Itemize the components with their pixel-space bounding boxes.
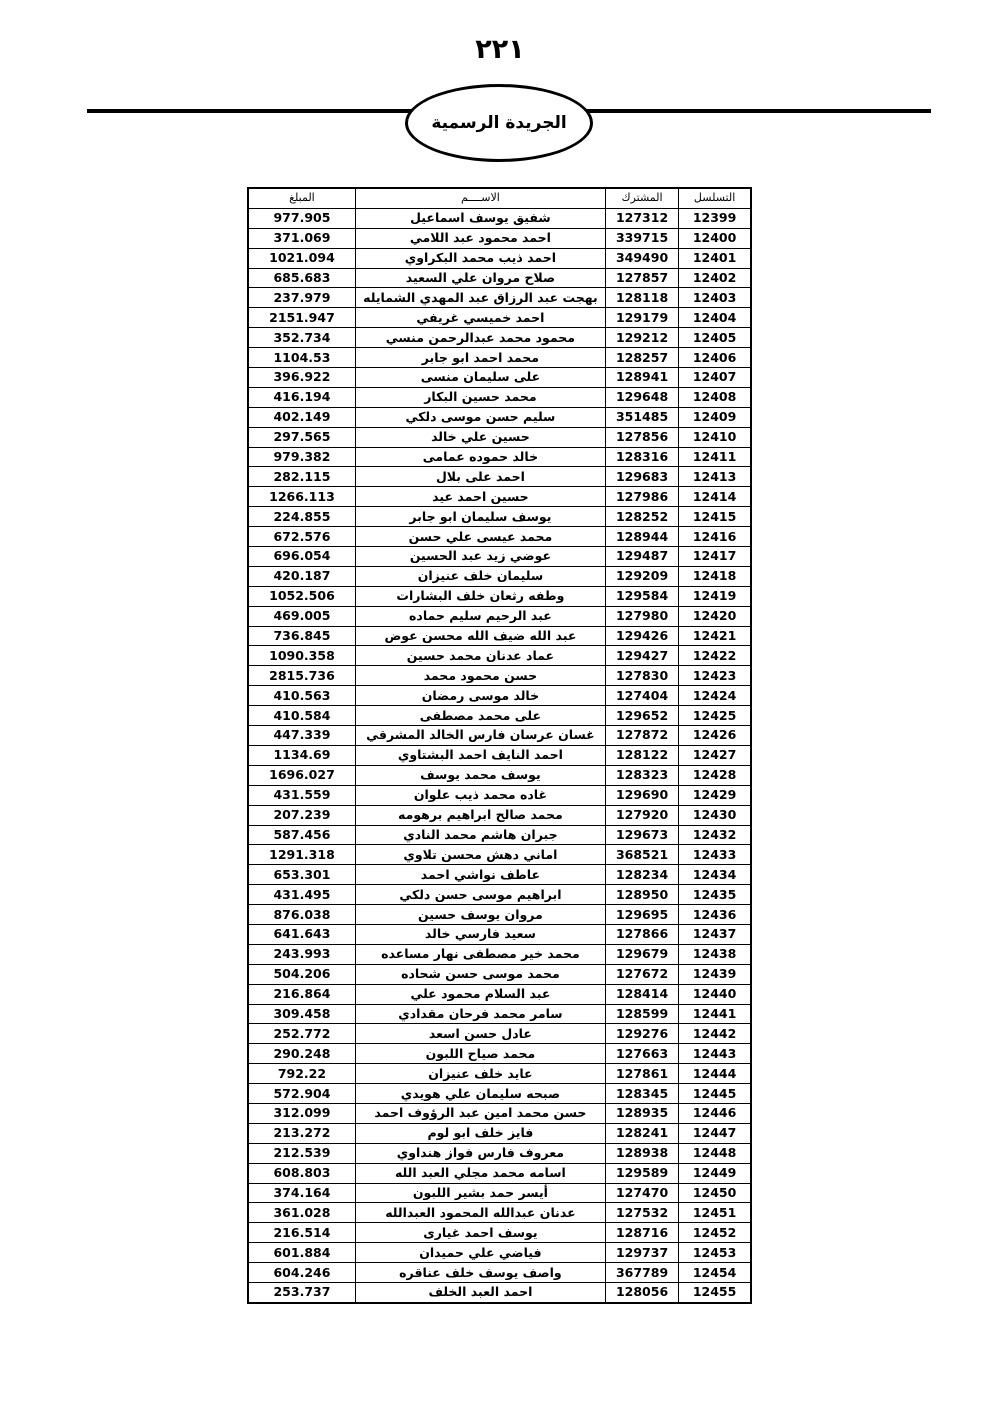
table-row	[248, 646, 751, 666]
cell-serial: 12455	[679, 1282, 751, 1302]
cell-name: حسن محمود محمد	[355, 666, 605, 686]
cell-serial: 12449	[679, 1163, 751, 1183]
cell-name: يوسف سليمان ابو جابر	[355, 507, 605, 527]
table-row	[248, 547, 751, 567]
cell-serial: 12446	[679, 1103, 751, 1123]
cell-subscriber: 128316	[605, 447, 678, 467]
cell-serial: 12428	[679, 765, 751, 785]
cell-subscriber: 339715	[605, 228, 678, 248]
table-row	[248, 984, 751, 1004]
cell-name: أيسر حمد بشير اللبون	[355, 1183, 605, 1203]
cell-serial: 12450	[679, 1183, 751, 1203]
subscriber-table	[247, 187, 752, 1304]
table-row	[248, 228, 751, 248]
cell-subscriber: 128950	[605, 885, 678, 905]
cell-serial: 12417	[679, 547, 751, 567]
table-row	[248, 1143, 751, 1163]
cell-serial: 12451	[679, 1203, 751, 1223]
cell-subscriber: 128122	[605, 745, 678, 765]
cell-subscriber: 127663	[605, 1044, 678, 1064]
cell-amount: 979.382	[248, 447, 355, 467]
cell-amount: 736.845	[248, 626, 355, 646]
cell-amount: 469.005	[248, 606, 355, 626]
table-row	[248, 566, 751, 586]
table-row	[248, 626, 751, 646]
cell-name: عبد السلام محمود علي	[355, 984, 605, 1004]
cell-name: فايز خلف ابو لوم	[355, 1123, 605, 1143]
cell-subscriber: 128935	[605, 1103, 678, 1123]
cell-amount: 420.187	[248, 566, 355, 586]
table-row	[248, 467, 751, 487]
table-row	[248, 387, 751, 407]
cell-amount: 216.514	[248, 1223, 355, 1243]
cell-amount: 396.922	[248, 368, 355, 388]
cell-serial: 12437	[679, 924, 751, 944]
table-body	[248, 208, 751, 1302]
cell-amount: 312.099	[248, 1103, 355, 1123]
cell-name: حسين احمد عيد	[355, 487, 605, 507]
cell-name: على سليمان منسى	[355, 368, 605, 388]
cell-amount: 447.339	[248, 726, 355, 746]
table-header-row	[248, 188, 751, 208]
cell-subscriber: 128345	[605, 1084, 678, 1104]
cell-subscriber: 129648	[605, 387, 678, 407]
cell-amount: 374.164	[248, 1183, 355, 1203]
cell-serial: 12409	[679, 407, 751, 427]
cell-subscriber: 129426	[605, 626, 678, 646]
table-row	[248, 885, 751, 905]
cell-amount: 431.495	[248, 885, 355, 905]
cell-serial: 12419	[679, 586, 751, 606]
cell-subscriber: 128241	[605, 1123, 678, 1143]
table-row	[248, 308, 751, 328]
cell-serial: 12435	[679, 885, 751, 905]
cell-amount: 224.855	[248, 507, 355, 527]
cell-serial: 12413	[679, 467, 751, 487]
cell-amount: 641.643	[248, 924, 355, 944]
cell-amount: 1090.358	[248, 646, 355, 666]
cell-amount: 213.272	[248, 1123, 355, 1143]
table-row	[248, 1203, 751, 1223]
cell-subscriber: 129737	[605, 1243, 678, 1263]
cell-serial: 12402	[679, 268, 751, 288]
cell-subscriber: 129652	[605, 706, 678, 726]
cell-amount: 604.246	[248, 1263, 355, 1283]
cell-serial: 12408	[679, 387, 751, 407]
cell-serial: 12440	[679, 984, 751, 1004]
cell-name: حسين علي خالد	[355, 427, 605, 447]
cell-name: سليم حسن موسى دلكي	[355, 407, 605, 427]
cell-subscriber: 127920	[605, 805, 678, 825]
table-row	[248, 666, 751, 686]
cell-name: احمد محمود عبد اللامي	[355, 228, 605, 248]
table-row	[248, 447, 751, 467]
cell-serial: 12447	[679, 1123, 751, 1143]
cell-name: عدنان عبدالله المحمود العبدالله	[355, 1203, 605, 1223]
cell-name: عادل حسن اسعد	[355, 1024, 605, 1044]
cell-serial: 12416	[679, 527, 751, 547]
cell-amount: 1266.113	[248, 487, 355, 507]
cell-subscriber: 127312	[605, 208, 678, 228]
table-row	[248, 268, 751, 288]
cell-subscriber: 129584	[605, 586, 678, 606]
cell-name: يوسف محمد يوسف	[355, 765, 605, 785]
table-row	[248, 328, 751, 348]
cell-serial: 12444	[679, 1064, 751, 1084]
cell-name: محمد موسى حسن شحاده	[355, 964, 605, 984]
cell-subscriber: 351485	[605, 407, 678, 427]
cell-amount: 352.734	[248, 328, 355, 348]
cell-subscriber: 129589	[605, 1163, 678, 1183]
cell-amount: 696.054	[248, 547, 355, 567]
cell-subscriber: 128323	[605, 765, 678, 785]
cell-name: محمود محمد عبدالرحمن منسي	[355, 328, 605, 348]
table-row	[248, 1084, 751, 1104]
cell-name: فياضي علي حميدان	[355, 1243, 605, 1263]
cell-name: بهجت عبد الرزاق عبد المهدي الشمايله	[355, 288, 605, 308]
table-row	[248, 348, 751, 368]
cell-name: معروف فارس فواز هنداوي	[355, 1143, 605, 1163]
cell-amount: 361.028	[248, 1203, 355, 1223]
table-row	[248, 507, 751, 527]
cell-subscriber: 127861	[605, 1064, 678, 1084]
cell-amount: 653.301	[248, 865, 355, 885]
cell-name: على محمد مصطفى	[355, 706, 605, 726]
cell-amount: 572.904	[248, 1084, 355, 1104]
cell-name: احمد النايف احمد البشتاوي	[355, 745, 605, 765]
cell-serial: 12400	[679, 228, 751, 248]
cell-amount: 309.458	[248, 1004, 355, 1024]
masthead-oval	[405, 84, 593, 162]
cell-name: يوسف احمد غيارى	[355, 1223, 605, 1243]
table-row	[248, 1263, 751, 1283]
cell-name: شفيق يوسف اسماعيل	[355, 208, 605, 228]
cell-amount: 608.803	[248, 1163, 355, 1183]
cell-serial: 12429	[679, 785, 751, 805]
cell-amount: 977.905	[248, 208, 355, 228]
cell-serial: 12405	[679, 328, 751, 348]
cell-subscriber: 128056	[605, 1282, 678, 1302]
table-row	[248, 825, 751, 845]
cell-amount: 672.576	[248, 527, 355, 547]
cell-name: عبد الرحيم سليم حماده	[355, 606, 605, 626]
cell-serial: 12453	[679, 1243, 751, 1263]
cell-name: عاطف نواشي احمد	[355, 865, 605, 885]
table-row	[248, 1103, 751, 1123]
cell-name: احمد العبد الخلف	[355, 1282, 605, 1302]
cell-serial: 12411	[679, 447, 751, 467]
cell-subscriber: 129179	[605, 308, 678, 328]
table-row	[248, 1004, 751, 1024]
cell-amount: 1134.69	[248, 745, 355, 765]
cell-amount: 282.115	[248, 467, 355, 487]
cell-subscriber: 127830	[605, 666, 678, 686]
table-row	[248, 964, 751, 984]
cell-serial: 12439	[679, 964, 751, 984]
cell-name: اماني دهش محسن تلاوي	[355, 845, 605, 865]
cell-subscriber: 127866	[605, 924, 678, 944]
cell-name: محمد صالح ابراهيم برهومه	[355, 805, 605, 825]
cell-amount: 1696.027	[248, 765, 355, 785]
cell-subscriber: 129209	[605, 566, 678, 586]
cell-name: صلاح مروان علي السعيد	[355, 268, 605, 288]
table-row	[248, 765, 751, 785]
cell-serial: 12436	[679, 905, 751, 925]
cell-name: غسان عرسان فارس الخالد المشرقي	[355, 726, 605, 746]
table-row	[248, 1044, 751, 1064]
table-row	[248, 726, 751, 746]
cell-serial: 12442	[679, 1024, 751, 1044]
cell-name: احمد ذيب محمد البكراوي	[355, 248, 605, 268]
cell-subscriber: 128234	[605, 865, 678, 885]
cell-name: حسن محمد امين عبد الرؤوف احمد	[355, 1103, 605, 1123]
cell-serial: 12433	[679, 845, 751, 865]
cell-name: غاده محمد ذيب علوان	[355, 785, 605, 805]
cell-serial: 12410	[679, 427, 751, 447]
cell-serial: 12404	[679, 308, 751, 328]
cell-name: وطفه رثعان خلف البشارات	[355, 586, 605, 606]
table-row	[248, 1243, 751, 1263]
cell-amount: 237.979	[248, 288, 355, 308]
cell-subscriber: 128716	[605, 1223, 678, 1243]
cell-amount: 212.539	[248, 1143, 355, 1163]
cell-name: عايد خلف عنيزان	[355, 1064, 605, 1084]
cell-amount: 601.884	[248, 1243, 355, 1263]
table-row	[248, 606, 751, 626]
table-row	[248, 368, 751, 388]
cell-amount: 207.239	[248, 805, 355, 825]
cell-serial: 12399	[679, 208, 751, 228]
cell-amount: 876.038	[248, 905, 355, 925]
cell-amount: 402.149	[248, 407, 355, 427]
table-row	[248, 1183, 751, 1203]
table-row	[248, 1282, 751, 1302]
cell-subscriber: 127856	[605, 427, 678, 447]
cell-serial: 12424	[679, 686, 751, 706]
cell-serial: 12407	[679, 368, 751, 388]
table-row	[248, 407, 751, 427]
cell-serial: 12418	[679, 566, 751, 586]
table-row	[248, 427, 751, 447]
table-row	[248, 865, 751, 885]
cell-serial: 12415	[679, 507, 751, 527]
cell-serial: 12425	[679, 706, 751, 726]
table-row	[248, 905, 751, 925]
cell-name: احمد على بلال	[355, 467, 605, 487]
cell-subscriber: 129212	[605, 328, 678, 348]
cell-serial: 12438	[679, 944, 751, 964]
cell-subscriber: 127672	[605, 964, 678, 984]
cell-amount: 1021.094	[248, 248, 355, 268]
cell-subscriber: 128938	[605, 1143, 678, 1163]
cell-serial: 12454	[679, 1263, 751, 1283]
cell-serial: 12452	[679, 1223, 751, 1243]
cell-subscriber: 128252	[605, 507, 678, 527]
header-amount: المبلغ	[248, 188, 355, 208]
cell-name: خالد موسى رمضان	[355, 686, 605, 706]
cell-amount: 1104.53	[248, 348, 355, 368]
header-serial: التسلسل	[679, 188, 751, 208]
page-number: ٢٢١	[475, 34, 525, 65]
table-row	[248, 1223, 751, 1243]
cell-amount: 504.206	[248, 964, 355, 984]
cell-amount: 2815.736	[248, 666, 355, 686]
cell-amount: 431.559	[248, 785, 355, 805]
cell-serial: 12432	[679, 825, 751, 845]
cell-serial: 12421	[679, 626, 751, 646]
cell-subscriber: 127980	[605, 606, 678, 626]
cell-serial: 12403	[679, 288, 751, 308]
table-row	[248, 845, 751, 865]
cell-serial: 12420	[679, 606, 751, 626]
table-row	[248, 1024, 751, 1044]
cell-subscriber: 127532	[605, 1203, 678, 1223]
table-row	[248, 208, 751, 228]
cell-name: اسامه محمد مجلي العبد الله	[355, 1163, 605, 1183]
cell-name: سليمان خلف عنيزان	[355, 566, 605, 586]
table-row	[248, 586, 751, 606]
table-row	[248, 248, 751, 268]
cell-subscriber: 129276	[605, 1024, 678, 1044]
cell-subscriber: 129427	[605, 646, 678, 666]
cell-serial: 12401	[679, 248, 751, 268]
cell-amount: 685.683	[248, 268, 355, 288]
cell-amount: 252.772	[248, 1024, 355, 1044]
cell-subscriber: 129695	[605, 905, 678, 925]
cell-amount: 587.456	[248, 825, 355, 845]
cell-name: جبران هاشم محمد النادي	[355, 825, 605, 845]
cell-subscriber: 349490	[605, 248, 678, 268]
cell-subscriber: 128941	[605, 368, 678, 388]
cell-serial: 12443	[679, 1044, 751, 1064]
cell-subscriber: 127404	[605, 686, 678, 706]
cell-serial: 12422	[679, 646, 751, 666]
cell-subscriber: 367789	[605, 1263, 678, 1283]
cell-subscriber: 128118	[605, 288, 678, 308]
table-row	[248, 944, 751, 964]
cell-subscriber: 129673	[605, 825, 678, 845]
cell-amount: 1052.506	[248, 586, 355, 606]
cell-name: عبد الله ضيف الله محسن عوض	[355, 626, 605, 646]
cell-serial: 12414	[679, 487, 751, 507]
table-row	[248, 706, 751, 726]
cell-name: محمد خير مصطفى نهار مساعده	[355, 944, 605, 964]
cell-name: واصف يوسف خلف عناقره	[355, 1263, 605, 1283]
table-row	[248, 1123, 751, 1143]
cell-amount: 792.22	[248, 1064, 355, 1084]
cell-amount: 2151.947	[248, 308, 355, 328]
table-row	[248, 745, 751, 765]
cell-name: مروان يوسف حسين	[355, 905, 605, 925]
header-name: الاســــم	[355, 188, 605, 208]
cell-subscriber: 129683	[605, 467, 678, 487]
cell-subscriber: 368521	[605, 845, 678, 865]
table-row	[248, 686, 751, 706]
cell-name: سعيد فارسي خالد	[355, 924, 605, 944]
cell-amount: 410.584	[248, 706, 355, 726]
cell-subscriber: 128599	[605, 1004, 678, 1024]
cell-subscriber: 127986	[605, 487, 678, 507]
cell-subscriber: 127857	[605, 268, 678, 288]
cell-amount: 216.864	[248, 984, 355, 1004]
cell-subscriber: 129487	[605, 547, 678, 567]
cell-serial: 12427	[679, 745, 751, 765]
cell-subscriber: 128257	[605, 348, 678, 368]
cell-serial: 12406	[679, 348, 751, 368]
cell-name: خالد حموده عمامى	[355, 447, 605, 467]
cell-serial: 12430	[679, 805, 751, 825]
cell-amount: 1291.318	[248, 845, 355, 865]
cell-amount: 416.194	[248, 387, 355, 407]
table-row	[248, 805, 751, 825]
table-row	[248, 785, 751, 805]
cell-subscriber: 129679	[605, 944, 678, 964]
cell-name: محمد احمد ابو جابر	[355, 348, 605, 368]
cell-subscriber: 128944	[605, 527, 678, 547]
cell-subscriber: 127872	[605, 726, 678, 746]
cell-amount: 371.069	[248, 228, 355, 248]
cell-name: محمد حسين البكار	[355, 387, 605, 407]
cell-amount: 410.563	[248, 686, 355, 706]
cell-name: ابراهيم موسى حسن دلكي	[355, 885, 605, 905]
cell-serial: 12445	[679, 1084, 751, 1104]
table-row	[248, 1163, 751, 1183]
cell-serial: 12434	[679, 865, 751, 885]
table-row	[248, 1064, 751, 1084]
cell-amount: 243.993	[248, 944, 355, 964]
cell-name: محمد عيسى علي حسن	[355, 527, 605, 547]
table-row	[248, 288, 751, 308]
table-row	[248, 924, 751, 944]
masthead-title: الجريدة الرسمية	[431, 113, 567, 133]
table-row	[248, 487, 751, 507]
cell-serial: 12441	[679, 1004, 751, 1024]
cell-serial: 12448	[679, 1143, 751, 1163]
cell-amount: 290.248	[248, 1044, 355, 1064]
cell-subscriber: 129690	[605, 785, 678, 805]
cell-name: عماد عدنان محمد حسين	[355, 646, 605, 666]
table-row	[248, 527, 751, 547]
cell-serial: 12423	[679, 666, 751, 686]
header-subscriber: المشترك	[605, 188, 678, 208]
cell-subscriber: 128414	[605, 984, 678, 1004]
cell-name: محمد صياح اللبون	[355, 1044, 605, 1064]
cell-amount: 253.737	[248, 1282, 355, 1302]
cell-name: صبحه سليمان علي هويدي	[355, 1084, 605, 1104]
cell-name: احمد خميسي غريفي	[355, 308, 605, 328]
cell-name: سامر محمد فرحان مقدادي	[355, 1004, 605, 1024]
cell-serial: 12426	[679, 726, 751, 746]
cell-subscriber: 127470	[605, 1183, 678, 1203]
cell-amount: 297.565	[248, 427, 355, 447]
cell-name: عوضي زيد عبد الحسين	[355, 547, 605, 567]
